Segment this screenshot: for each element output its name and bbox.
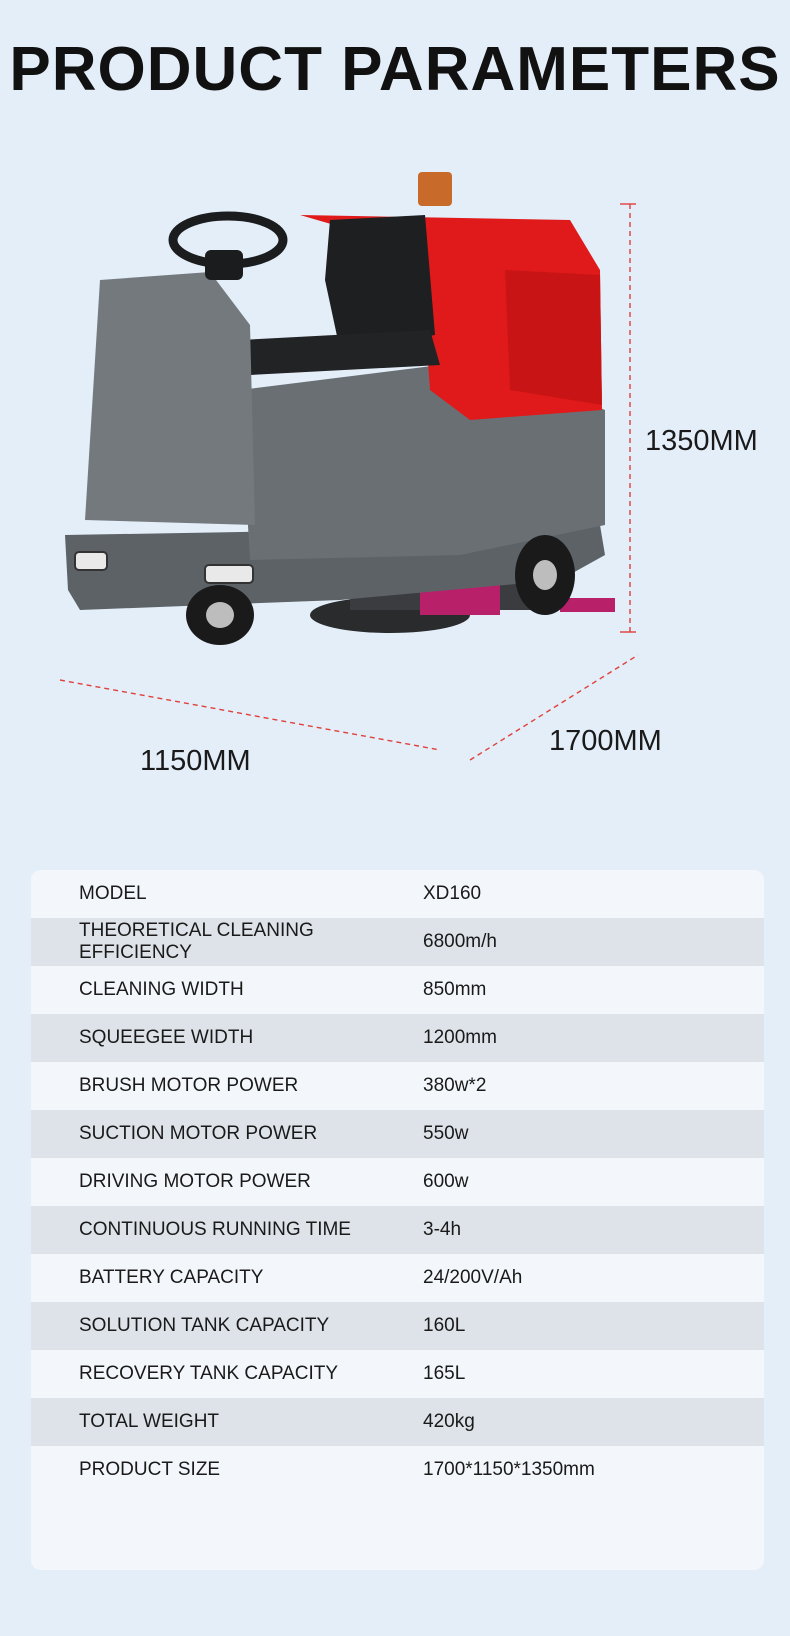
product-figure — [0, 160, 790, 800]
spec-key: SUCTION MOTOR POWER — [79, 1123, 318, 1144]
table-row — [31, 1350, 764, 1398]
spec-value: 1200mm — [423, 1027, 497, 1048]
spec-value: 6800m/h — [423, 931, 497, 952]
table-row — [31, 1206, 764, 1254]
table-row — [31, 1446, 764, 1494]
table-row — [31, 1014, 764, 1062]
table-row — [31, 1110, 764, 1158]
spec-key: SOLUTION TANK CAPACITY — [79, 1315, 330, 1336]
spec-value: 600w — [423, 1171, 469, 1192]
spec-key: RECOVERY TANK CAPACITY — [79, 1363, 339, 1384]
spec-value: XD160 — [423, 883, 482, 904]
spec-key: THEORETICAL CLEANING EFFICIENCY — [79, 920, 314, 963]
spec-value: 380w*2 — [423, 1075, 487, 1096]
spec-value: 24/200V/Ah — [423, 1267, 523, 1288]
spec-value: 165L — [423, 1363, 466, 1384]
table-row — [31, 1398, 764, 1446]
table-row — [31, 1254, 764, 1302]
spec-key: MODEL — [79, 883, 147, 904]
table-row — [31, 1062, 764, 1110]
spec-value: 3-4h — [423, 1219, 462, 1240]
table-row — [31, 918, 764, 966]
spec-key: DRIVING MOTOR POWER — [79, 1171, 311, 1192]
spec-key: TOTAL WEIGHT — [79, 1411, 220, 1432]
table-row — [31, 1302, 764, 1350]
spec-value: 850mm — [423, 979, 487, 1000]
spec-key: PRODUCT SIZE — [79, 1459, 221, 1480]
spec-value: 1700*1150*1350mm — [423, 1459, 595, 1480]
page-title: PRODUCT PARAMETERS — [9, 35, 781, 104]
spec-value: 160L — [423, 1315, 466, 1336]
table-row — [31, 870, 764, 918]
spec-table — [31, 870, 764, 1570]
table-row — [31, 966, 764, 1014]
scrubber-illustration — [0, 160, 790, 800]
height-dimension-label: 1350MM — [645, 425, 758, 457]
length-dimension-label: 1700MM — [549, 725, 662, 757]
spec-key: CLEANING WIDTH — [79, 979, 244, 1000]
spec-value: 550w — [423, 1123, 469, 1144]
width-dimension-label: 1150MM — [140, 745, 251, 777]
spec-key: BRUSH MOTOR POWER — [79, 1075, 299, 1096]
spec-value: 420kg — [423, 1411, 475, 1432]
spec-key: CONTINUOUS RUNNING TIME — [79, 1219, 351, 1240]
table-row — [31, 1158, 764, 1206]
spec-key: BATTERY CAPACITY — [79, 1267, 264, 1288]
spec-key: SQUEEGEE WIDTH — [79, 1027, 254, 1048]
